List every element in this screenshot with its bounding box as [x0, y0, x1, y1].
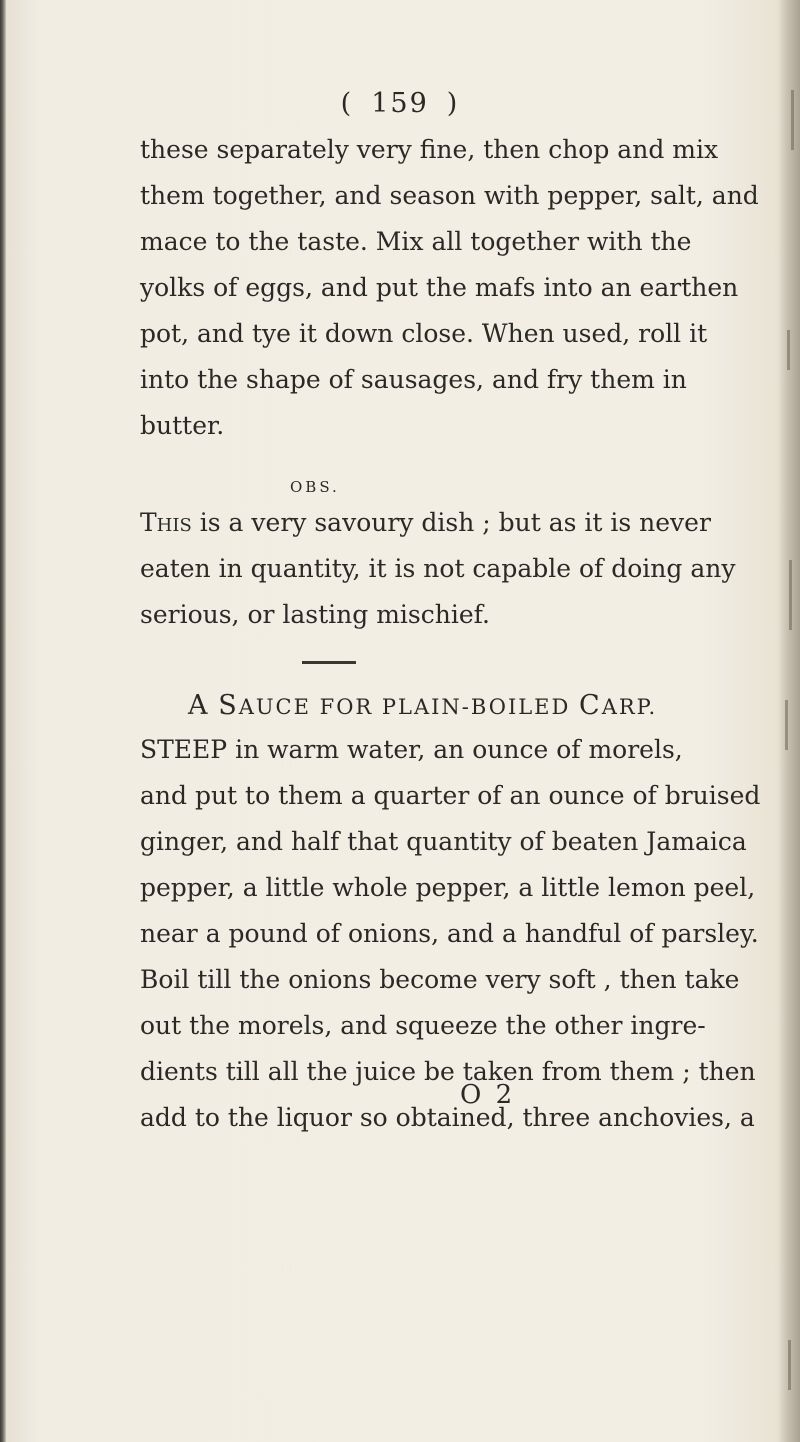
text-line: STEEP in warm water, an ounce of morels, — [140, 735, 683, 764]
observation-paragraph — [140, 500, 760, 638]
text-line: yolks of eggs, and put the mafs into an earthen — [140, 273, 739, 302]
text-line: near a pound of onions, and a handful of parsley. — [140, 919, 759, 948]
text-line: these separately very fine, then chop and mix — [140, 135, 719, 164]
title-end: ARP. — [601, 695, 658, 719]
bleed-mark — [789, 560, 792, 630]
section-title — [188, 690, 657, 721]
text-line: dients till all the juice be taken from them ; then — [140, 1057, 756, 1086]
text-line: them together, and season with pepper, salt, and — [140, 181, 759, 210]
obs-heading: OBS. — [290, 478, 340, 496]
page-number-open-paren: ( — [340, 88, 354, 119]
recipe-continuation-paragraph — [140, 127, 760, 449]
text-line — [140, 500, 760, 546]
text-line: ginger, and half that quantity of beaten Jamaica — [140, 827, 747, 856]
page-number: 159 — [371, 88, 429, 119]
text-line: Boil till the onions become very soft , then take — [140, 965, 740, 994]
text-line: pot, and tye it down close. When used, roll it — [140, 319, 708, 348]
obs-line-rest: is a very savoury dish ; but as it is never — [191, 508, 711, 537]
text-line: butter. — [140, 411, 225, 440]
section-divider-rule — [302, 661, 356, 664]
text-line: mace to the taste. Mix all together with the — [140, 227, 692, 256]
sauce-recipe-paragraph — [140, 727, 780, 1141]
text-line: out the morels, and squeeze the other ingre- — [140, 1011, 706, 1040]
text-line: eaten in quantity, it is not capable of doing any — [140, 554, 736, 583]
bleed-mark — [788, 1340, 791, 1390]
text-line: pepper, a little whole pepper, a little lemon peel, — [140, 873, 756, 902]
text-line: serious, or lasting mischief. — [140, 600, 490, 629]
obs-first-word: This — [140, 508, 192, 537]
page-number-close-paren: ) — [446, 88, 460, 119]
bleed-mark — [787, 330, 790, 370]
bleed-mark — [785, 700, 788, 750]
page-header — [0, 88, 800, 119]
signature-mark: O 2 — [460, 1080, 516, 1110]
binding-edge — [0, 0, 6, 1442]
text-line: into the shape of sausages, and fry them in — [140, 365, 687, 394]
text-line: and put to them a quarter of an ounce of bruised — [140, 781, 761, 810]
title-middle: AUCE FOR PLAIN-BOILED — [238, 695, 580, 719]
page-edge-shadow — [778, 0, 800, 1442]
text-line: add to the liquor so obtained, three anchovies, a — [140, 1103, 755, 1132]
title-initial-a: A — [188, 690, 210, 721]
title-initial-c: C — [579, 690, 602, 721]
title-initial-s: S — [218, 690, 239, 721]
